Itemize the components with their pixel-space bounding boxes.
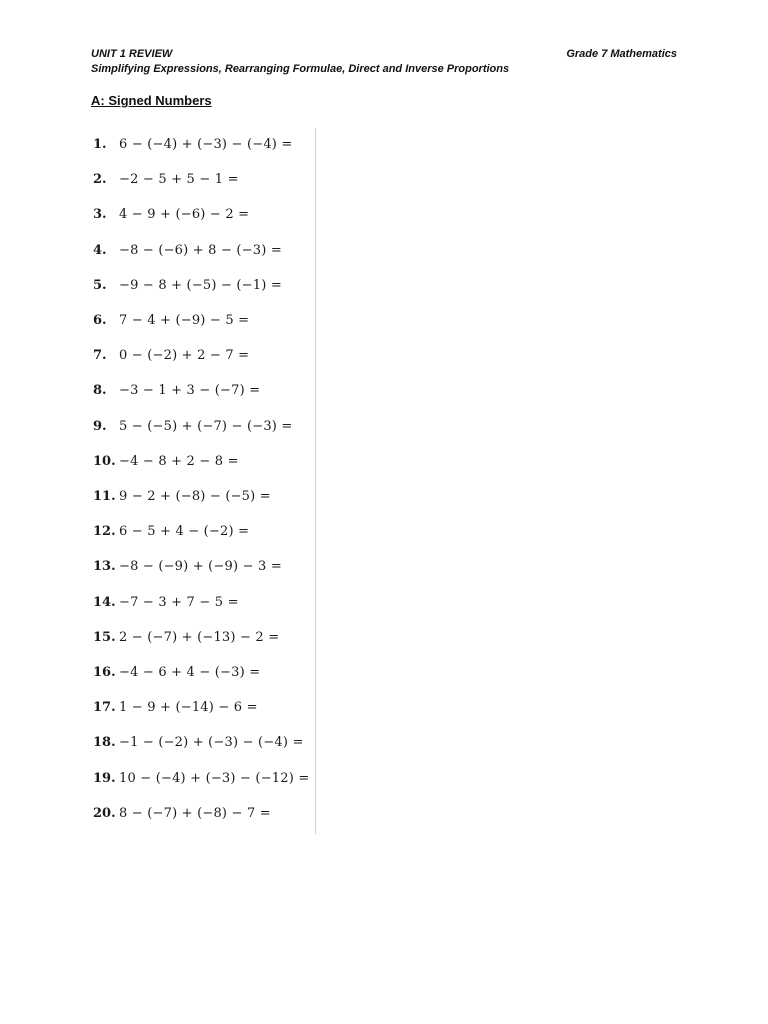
problem-expression: −9 − 8 + (−5) − (−1) = [119,277,282,293]
problem-number: 5. [93,277,107,293]
document-header [91,47,509,77]
problem-number: 20. [93,805,116,821]
problem-expression: 5 − (−5) + (−7) − (−3) = [119,418,293,434]
problem-item [93,559,282,574]
problem-item [93,665,260,680]
problem-expression: −1 − (−2) + (−3) − (−4) = [119,735,304,751]
problem-number: 6. [93,313,107,328]
problem-number: 16. [93,665,116,680]
problem-item [93,524,249,539]
problem-item [93,489,271,504]
problem-item [93,207,249,222]
problem-number: 9. [93,418,107,434]
problem-item [93,278,282,293]
problem-expression: 10 − (−4) + (−3) − (−12) = [119,770,310,786]
problem-item [93,630,279,645]
problem-expression: 6 − (−4) + (−3) − (−4) = [119,137,293,152]
problem-number: 18. [93,735,116,751]
problem-expression: −3 − 1 + 3 − (−7) = [119,383,261,399]
problem-expression: −4 − 8 + 2 − 8 = [119,453,239,469]
grade-label: Grade 7 Mathematics [566,48,677,60]
unit-title: UNIT 1 REVIEW [91,48,173,60]
problem-expression: 7 − 4 + (−9) − 5 = [119,313,250,328]
problem-expression: 4 − 9 + (−6) − 2 = [119,207,250,223]
problem-number: 2. [93,172,107,188]
problem-item [93,419,293,434]
problem-expression: 9 − 2 + (−8) − (−5) = [119,489,271,504]
problem-item [93,383,260,398]
problem-item [93,172,239,187]
problem-number: 12. [93,524,116,540]
problem-item [93,595,239,610]
problem-number: 17. [93,700,116,716]
problem-number: 3. [93,207,107,223]
problem-number: 4. [93,242,107,258]
problem-number: 13. [93,559,116,575]
problem-expression: 8 − (−7) + (−8) − 7 = [119,805,271,821]
problem-expression: −2 − 5 + 5 − 1 = [119,172,239,188]
problem-expression: −8 − (−6) + 8 − (−3) = [119,242,282,258]
problem-number: 10. [93,453,116,469]
problem-item [93,735,304,750]
problem-expression: 1 − 9 + (−14) − 6 = [119,700,258,716]
problem-item [93,771,309,786]
problem-item [93,313,249,328]
problem-item [93,454,239,469]
problem-item [93,700,258,715]
problem-expression: −7 − 3 + 7 − 5 = [119,594,239,610]
unit-topics: Simplifying Expressions, Rearranging Formulae, Direct and Inverse Proportions [91,63,510,75]
problem-expression: −8 − (−9) + (−9) − 3 = [119,559,282,575]
problem-expression: 2 − (−7) + (−13) − 2 = [119,629,280,645]
problem-number: 7. [93,348,107,364]
section-title: A: Signed Numbers [91,93,212,108]
problem-number: 14. [93,594,116,610]
problem-number: 19. [93,770,116,786]
problem-expression: −4 − 6 + 4 − (−3) = [119,665,261,680]
problem-number: 8. [93,383,107,399]
problem-item [93,137,293,152]
problem-number: 15. [93,629,116,645]
problem-expression: 0 − (−2) + 2 − 7 = [119,348,250,364]
problem-list [85,128,316,834]
problem-number: 1. [93,137,107,152]
problem-item [93,348,249,363]
problem-expression: 6 − 5 + 4 − (−2) = [119,524,250,540]
problem-number: 11. [93,489,116,504]
problem-item [93,806,271,821]
problem-item [93,243,282,258]
